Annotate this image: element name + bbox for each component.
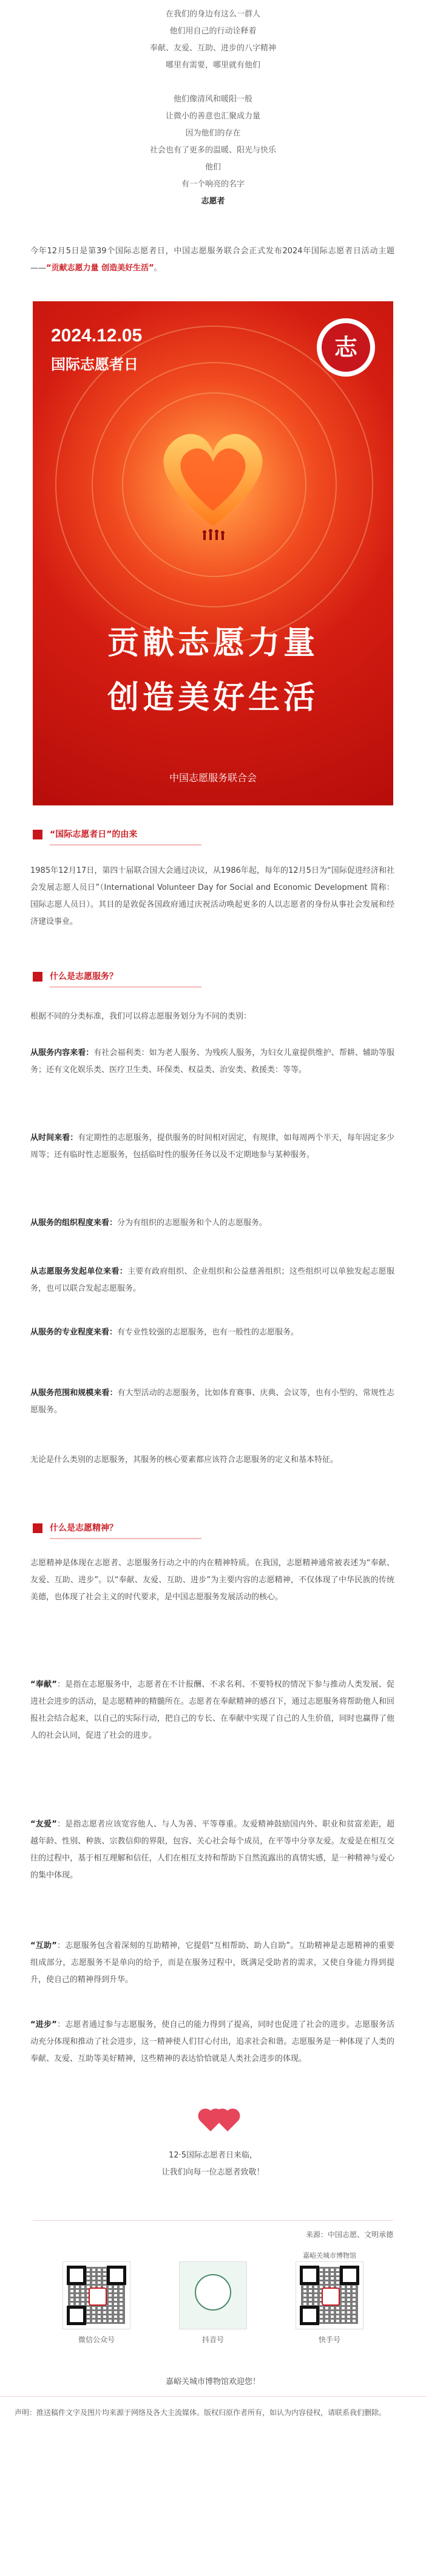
qr-title [57,2250,136,2259]
section-title: “国际志愿者日”的由来 [50,830,138,839]
poster-slogan-line2: 创造美好生活 [107,679,319,716]
item-label: 从服务内容来看： [30,1048,94,1057]
intro-paragraph [30,243,394,277]
item-text: 分为有组织的志愿服务和个人的志愿服务。 [117,1218,268,1228]
poem-line: 他们用自己的行动诠释着 [169,27,257,36]
item-label: “奉献” [30,1680,57,1689]
qr-logo [322,2287,340,2306]
poem-line: 在我们的身边有这么一群人 [165,10,260,19]
poem-line: 哪里有需要，哪里就有他们 [165,61,260,70]
poem-line: 奉献、友爱、互助、进步的八字精神 [149,44,276,53]
intro-text: 今年12月5日是第39个国际志愿者日，中国志愿服务联合会正式发布2024年国际志愿者日活动主题—— [30,247,394,273]
item-label: 从服务的专业程度来看： [30,1328,118,1337]
volunteer-day-poster [33,301,393,805]
heading-underline [50,1538,201,1539]
what-intro: 根据不同的分类标准，我们可以将志愿服务划分为不同的类别： [30,1012,252,1021]
what-item-time [30,1130,394,1164]
spirit-item-dedication [30,1676,394,1744]
qr-wechat [57,2250,136,2345]
qr-caption: 微信公众号 [78,2335,115,2344]
divider [33,2220,393,2221]
spirit-item-progress [30,2017,394,2068]
item-label: 从服务的组织程度来看： [30,1218,118,1228]
qr-logo [89,2287,107,2306]
item-text: 有定期性的志愿服务，提供服务的时间相对固定，有规律，如每周两个半天，每年固定多少周等；还有临时性志愿服务，包括临时性的服务任务以及不定期地参与某种服务。 [30,1133,394,1160]
item-label: 从志愿服务发起单位来看： [30,1267,128,1276]
hearts-icon [195,2108,231,2130]
poem-line: 让微小的善意也汇聚成力量 [165,112,260,121]
poster-title: 国际志愿者日 [51,356,138,373]
poem-line: 他们 [205,163,221,172]
hands-heart-icon [146,411,280,544]
heading-marker [33,972,42,982]
heading-underline [50,844,201,846]
qr-title [174,2250,252,2259]
what-item-scale [30,1385,394,1419]
spirit-item-fraternity [30,1816,394,1884]
qr-code-icon[interactable] [296,2261,363,2329]
poem-line: 有一个响亮的名字 [181,180,245,189]
item-text: ：是指志愿者应该宽容他人、与人为善、平等尊重。友爱精神鼓励国内外、职业和贫富差距，超越年龄、性别、种族、宗教信仰的界限，包容、关心社会每个成员，在平等中分享友爱。友爱是在相互交往的过程中，基于相互理解和信任，人们在相互支持和帮助下自然流露出的真情实感，是一种精神与爱心的集中体现。 [30,1820,394,1880]
origin-paragraph: 1985年12月17日，第四十届联合国大会通过决议，从1986年起，每年的12月5日为“国际促进经济和社会发展志愿人员日”（International Volunteer Day for Social and Economic Development 简称：国际志愿人员日）。其目的是敦促各国政府通过庆祝活动唤起更多的人以志愿者的身份从事社会发展和经济建设事业。 [30,866,394,926]
item-text: 主要有政府组织、企业组织和公益慈善组织；这些组织可以单独发起志愿服务，也可以联合发起志愿服务。 [30,1267,394,1293]
intro-end: 。 [154,264,162,273]
source-credit: 来源：中国志愿、文明承德 [305,2230,393,2239]
qr-code-icon[interactable] [63,2261,130,2329]
item-label: “友爱” [30,1820,57,1829]
qr-finder [67,2266,86,2285]
item-label: 从服务范围和规模来看： [30,1389,118,1398]
section-title: 什么是志愿服务？ [50,972,118,982]
heading-marker [33,830,42,839]
what-closing: 无论是什么类别的志愿服务，其服务的核心要素都应该符合志愿服务的定义和基本特征。 [30,1455,339,1464]
qr-title: 嘉峪关城市博物馆 [303,2252,356,2260]
poem [0,6,426,210]
item-label: 从时间来看： [30,1133,78,1143]
item-text: 有专业性较强的志愿服务，也有一般性的志愿服务。 [117,1328,299,1337]
volunteer-logo [317,318,375,377]
item-label: “进步” [30,2020,57,2029]
what-item-organization [30,1215,394,1232]
qr-code-icon[interactable] [179,2261,247,2329]
volunteer-logo-mark: 志 [322,323,370,372]
what-item-content [30,1045,394,1079]
disclaimer: 声明：推送稿件文字及图片均来源于网络及各大主流媒体。版权归原作者所有，如认为内容侵权，请联系我们删除。 [15,2408,387,2417]
item-text: ：志愿服务包含着深刻的互助精神，它提倡“互相帮助、助人自助”。互助精神是志愿精神的重要组成部分，志愿服务不是单向的给予，而是在服务过程中，既满足受助者的需求，又使自身能力得到提升，使自己的精神得到升华。 [30,1941,394,1984]
item-label: “互助” [30,1941,57,1950]
poem-line: 因为他们的存在 [185,129,241,138]
welcome-text: 嘉峪关城市博物馆欢迎您！ [165,2377,260,2386]
poem-line: 他们像清风和暖阳一般 [173,95,252,104]
poster-slogan-line1: 贡献志愿力量 [107,624,319,661]
qr-finder [300,2266,319,2285]
qr-finder [340,2266,359,2285]
closing-line: 12·5国际志愿者日来临， [169,2151,257,2160]
poem-name: 志愿者 [201,197,225,206]
heading-marker [33,1523,42,1533]
qr-logo [195,2274,231,2311]
item-text: ：志愿者通过参与志愿服务，使自己的能力得到了提高，同时也促进了社会的进步。志愿服务活动充分体现和推动了社会进步，这一精神使人们甘心付出，追求社会和谐。志愿服务是一种体现了人类的奉献、友爱、互助等美好精神，这些精神的表达恰恰就是人类社会进步的体现。 [30,2020,394,2063]
closing-line: 让我们向每一位志愿者致敬！ [161,2168,265,2177]
qr-caption: 抖音号 [201,2335,224,2344]
what-item-professional [30,1324,394,1341]
intro-theme: “贡献志愿力量 创造美好生活” [46,264,154,273]
section-title: 什么是志愿精神？ [50,1523,118,1533]
heart-icon [217,2111,238,2131]
spirit-intro: 志愿精神是体现在志愿者、志愿服务行动之中的内在精神特质。在我国，志愿精神通常被表述为“奉献、友爱、互助、进步”。以“奉献、友爱、互助、进步”为主要内容的志愿精神，不仅体现了中华民族的传统美德，也体现了社会主义的时代要求，是中国志愿服务发展活动的核心。 [30,1559,394,1602]
qr-caption: 快手号 [318,2335,340,2344]
poem-line: 社会也有了更多的温暖、阳光与快乐 [149,146,276,155]
qr-finder [107,2266,126,2285]
divider [0,2396,426,2397]
item-text: 有社会福利类：如为老人服务、为残疾人服务，为妇女儿童提供维护、帮耕、辅助等服务；还有文化娱乐类、医疗卫生类、环保类、权益类、治安类、救援类：等等。 [30,1048,394,1074]
what-item-initiator [30,1263,394,1297]
qr-finder [300,2306,319,2325]
qr-douyin [174,2250,252,2345]
closing-message [0,2147,426,2181]
qr-kuaishou [290,2250,369,2345]
poem-spacer [0,74,426,91]
item-text: 有大型活动的志愿服务，比如体育赛事、庆典、会议等，也有小型的、常规性志愿服务。 [30,1389,394,1415]
qr-finder [67,2306,86,2325]
heading-underline [50,986,201,988]
poster-date: 2024.12.05 [51,326,143,346]
item-text: ：是指在志愿服务中，志愿者在不计报酬、不求名利、不要特权的情况下参与推动人类发展、促进社会进步的活动，是志愿精神的精髓所在。志愿者在奉献精神的感召下，通过志愿服务将帮助他人和回报社会结合起来，以自己的实际行动，把自己的专长、在奉献中实现了自己的人生价值，同时也赢得了他人的社会认同，促进了社会的进步。 [30,1680,394,1740]
spirit-item-mutual-aid [30,1938,394,1989]
poster-organization: 中国志愿服务联合会 [169,772,257,784]
